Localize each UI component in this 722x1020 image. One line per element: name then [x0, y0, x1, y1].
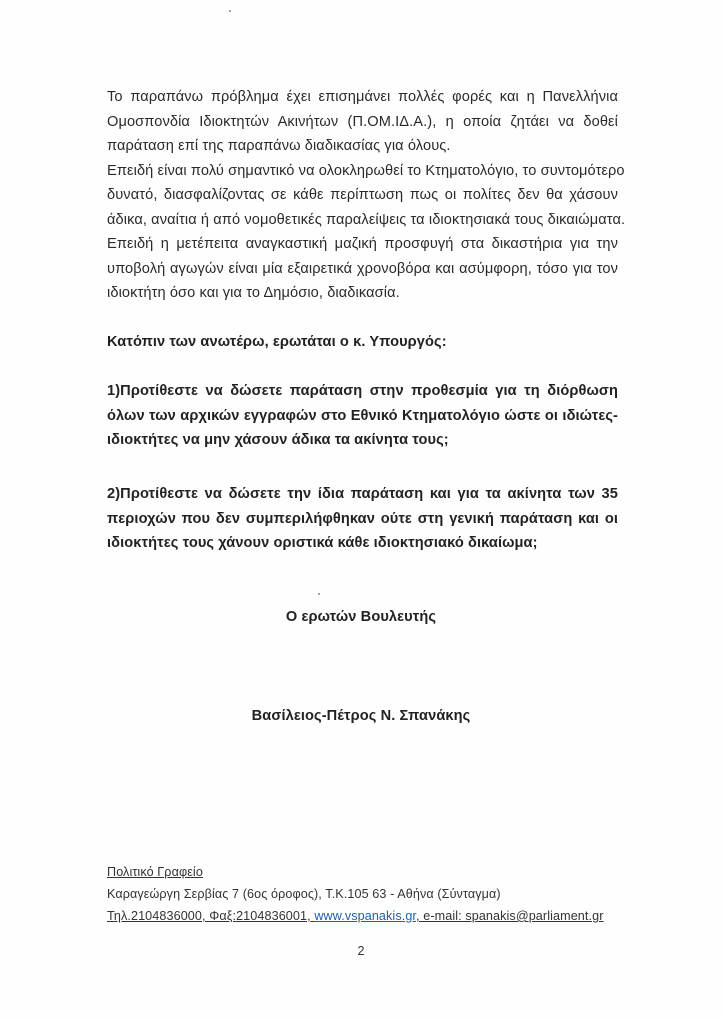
contact-line: [107, 906, 618, 926]
text-line: δυνατό, διασφαλίζοντας σε κάθε περίπτωση πως οι πολίτες δεν θα χάσουν: [107, 187, 618, 203]
signature-title: Ο ερωτών Βουλευτής: [285, 609, 437, 625]
text-line: όλων των αρχικών εγγραφών στο Εθνικό Κτηματολόγιο ώστε οι ιδιώτες-: [107, 407, 618, 424]
scan-speck: [318, 593, 320, 595]
website-link[interactable]: www.vspanakis.gr: [314, 909, 417, 923]
office-label: Πολιτικό Γραφείο: [107, 865, 203, 879]
text-line: Το παραπάνω πρόβλημα έχει επισημάνει πολλές φορές και η Πανελλήνια: [107, 89, 618, 105]
office-address: Καραγεώργη Σερβίας 7 (6ος όροφος), Τ.Κ.105 63 - Αθήνα (Σύνταγμα): [107, 887, 501, 901]
text-line: Επειδή είναι πολύ σημαντικό να ολοκληρωθεί το Κτηματολόγιο, το συντομότερο: [107, 162, 625, 179]
text-line: υποβολή αγωγών είναι μία εξαιρετικά χρονοβόρα και ασύμφορη, τόσο για τον: [107, 260, 618, 277]
text-line: 2)Προτίθεστε να δώσετε την ίδια παράταση και για τα ακίνητα των 35: [107, 486, 618, 502]
text-line: ιδιοκτήτες τους χάνουν οριστικά κάθε ιδιοκτησιακό δικαίωμα;: [107, 535, 538, 551]
scan-speck: [229, 10, 231, 12]
question-intro: Κατόπιν των ανωτέρω, ερωτάται ο κ. Υπουργός:: [107, 334, 447, 350]
text-line: παράταση επί της παραπάνω διαδικασίας για όλους.: [107, 138, 451, 154]
text-line: 1)Προτίθεστε να δώσετε παράταση στην προθεσμία για τη διόρθωση: [107, 383, 618, 399]
text-line: Ομοσπονδία Ιδιοκτητών Ακινήτων (Π.ΟΜ.ΙΔ.Α.), η οποία ζητάει να δοθεί: [107, 113, 618, 130]
text-line: Επειδή η μετέπειτα αναγκαστική μαζική προσφυγή στα δικαστήρια για την: [107, 236, 618, 252]
phone-fax: Τηλ.2104836000, Φαξ:2104836001,: [107, 909, 315, 923]
signature-name: Βασίλειος-Πέτρος Ν. Σπανάκης: [251, 708, 471, 724]
text-line: άδικα, αναίτια ή από νομοθετικές παραλείψεις τα ιδιοκτησιακά τους δικαιώματα.: [107, 211, 626, 228]
text-line: ιδιοκτήτες να μην χάσουν άδικα τα ακίνητα τους;: [107, 432, 449, 448]
email[interactable]: , e-mail: spanakis@parliament.gr: [416, 909, 604, 923]
page-number: 2: [357, 944, 365, 958]
text-line: ιδιοκτήτη όσο και για το Δημόσιο, διαδικασία.: [107, 285, 400, 301]
text-line: περιοχών που δεν συμπεριλήφθηκαν ούτε στη γενική παράταση και οι: [107, 510, 618, 527]
